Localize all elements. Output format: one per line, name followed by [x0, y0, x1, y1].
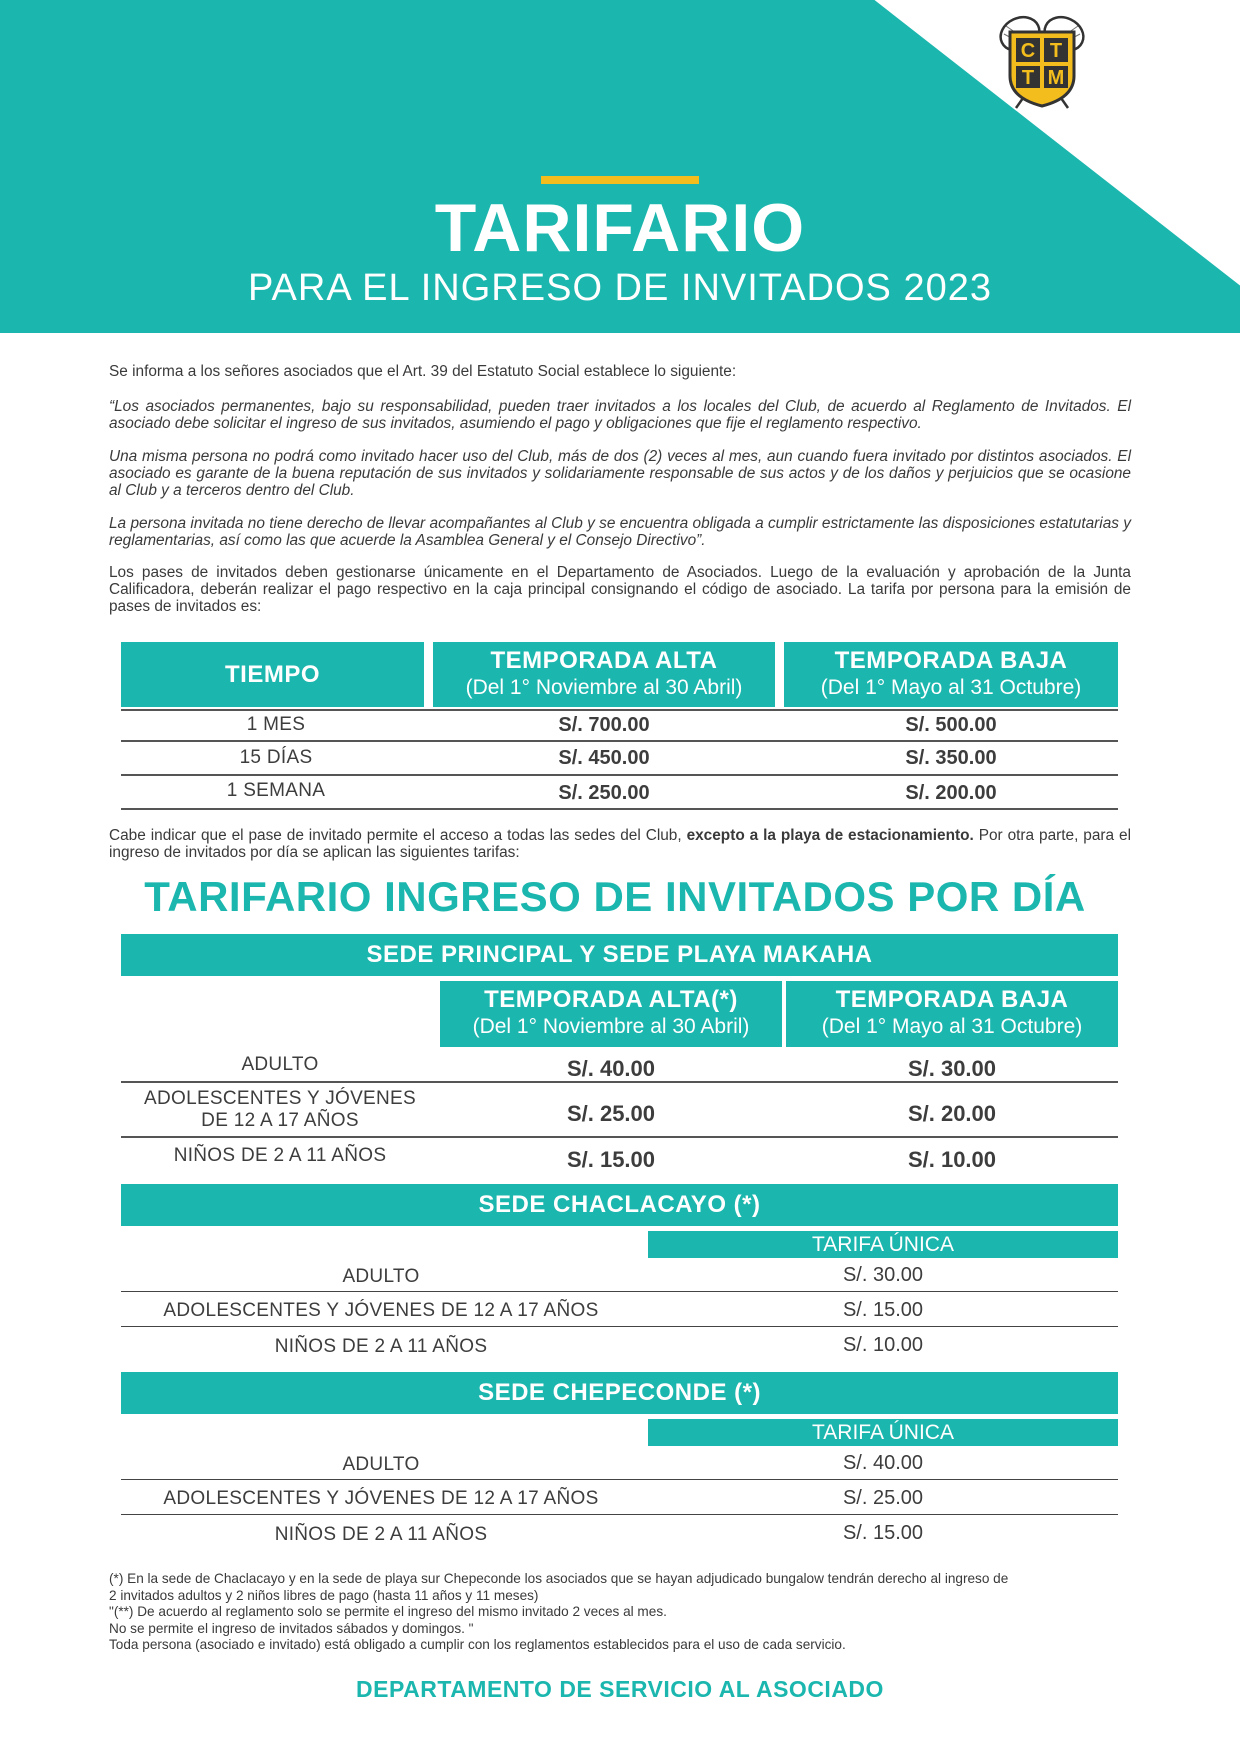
intro-paragraph-4: La persona invitada no tiene derecho de llevar acompañantes al Club y se encuentra obligada a cumplir estrictamente las disposiciones estatutarias y reglamentarias, así como las que acuerde la Asamblea General y el Consejo Directivo”. [109, 515, 1131, 549]
main-rule [121, 1136, 1118, 1138]
chaclacayo-row-label: ADOLESCENTES Y JÓVENES DE 12 A 17 AÑOS [163, 1300, 599, 1321]
chaclacayo-rule [121, 1326, 1118, 1327]
footnote-line: No se permite el ingreso de invitados sábados y domingos. " [109, 1620, 474, 1636]
intro-paragraph-3: Una misma persona no podrá como invitado hacer uso del Club, más de dos (2) veces al mes, aun cuando fuera invitado por distintos asociados. El asociado es garante de la buena reputación de sus invitados y solidariamente responsable de sus actos y de los daños y perjuicios que se ocasione al Club y a terceros dentro del Club. [109, 448, 1131, 499]
chepeconde-row-price: S/. 15.00 [842, 1522, 924, 1544]
main-col-low-title: TEMPORADA BAJA [835, 986, 1069, 1013]
chepeconde-col-single-rate: TARIFA ÚNICA [648, 1419, 1118, 1446]
main-col-low-range: (Del 1° Mayo al 31 Octubre) [821, 1015, 1083, 1038]
main-row-low: S/. 10.00 [907, 1147, 997, 1172]
chaclacayo-row-price: S/. 15.00 [842, 1299, 924, 1321]
main-col-high-range: (Del 1° Noviembre al 30 Abril) [472, 1015, 750, 1038]
title-accent-bar [541, 176, 699, 184]
footnote-line: 2 invitados adultos y 2 niños libres de pago (hasta 11 años y 11 meses) [109, 1587, 539, 1603]
chepeconde-rule [121, 1479, 1118, 1480]
main-col-high-title: TEMPORADA ALTA(*) [484, 986, 738, 1013]
access-note-text: Cabe indicar que el pase de invitado permite el acceso a todas las sedes del Club, [109, 827, 687, 844]
passes-row-low: S/. 500.00 [905, 714, 997, 736]
access-note-bold: excepto a la playa de estacionamiento. [686, 827, 974, 844]
passes-row-high: S/. 250.00 [558, 782, 650, 804]
passes-col-time: TIEMPO [121, 642, 424, 707]
chaclacayo-row-price: S/. 30.00 [842, 1264, 924, 1286]
access-note [109, 827, 1131, 861]
header-banner [0, 0, 1240, 333]
passes-rule [121, 740, 1118, 742]
footnote-line: (*) En la sede de Chaclacayo y en la sede de playa sur Chepeconde los asociados que se hayan adjudicado bungalow tendrán derecho al ingreso de [109, 1571, 1009, 1586]
main-row-low: S/. 20.00 [907, 1101, 997, 1126]
chepeconde-header: SEDE CHEPECONDE (*) [121, 1372, 1118, 1414]
logo-letter: M [1047, 67, 1065, 89]
chepeconde-row-price: S/. 40.00 [842, 1452, 924, 1474]
passes-rule [121, 808, 1118, 810]
chaclacayo-row-price: S/. 10.00 [842, 1334, 924, 1356]
main-row-label-line2: DE 12 A 17 AÑOS [201, 1110, 359, 1131]
main-col-high [440, 981, 782, 1047]
page-title: TARIFARIO [434, 190, 806, 266]
passes-col-low-title: TEMPORADA BAJA [834, 647, 1068, 674]
passes-row-label: 1 MES [246, 714, 306, 735]
passes-row-high: S/. 450.00 [558, 747, 650, 769]
passes-row-label: 1 SEMANA [226, 780, 326, 801]
chaclacayo-rule [121, 1291, 1118, 1292]
passes-row-label: 15 DÍAS [239, 747, 313, 768]
chepeconde-row-label: ADULTO [342, 1454, 420, 1475]
main-row-high: S/. 15.00 [566, 1147, 656, 1172]
main-row-high: S/. 40.00 [566, 1056, 656, 1081]
page-subtitle: PARA EL INGRESO DE INVITADOS 2023 [248, 267, 992, 309]
access-note-text-end: Por otra parte, para el ingreso de invitados por día se aplican las siguientes tarifas: [109, 827, 1131, 861]
chaclacayo-row-label: ADULTO [342, 1266, 420, 1287]
passes-rule [121, 709, 1118, 711]
passes-row-low: S/. 350.00 [905, 747, 997, 769]
passes-row-high: S/. 700.00 [558, 714, 650, 736]
chepeconde-rule [121, 1514, 1118, 1515]
passes-col-high [433, 642, 775, 707]
footnote-line: Toda persona (asociado e invitado) está obligado a cumplir con los reglamentos establecidos para el uso de cada servicio. [109, 1637, 846, 1652]
main-row-low: S/. 30.00 [907, 1056, 997, 1081]
main-row-label-line1: ADOLESCENTES Y JÓVENES [144, 1088, 416, 1109]
intro-paragraph-1: Se informa a los señores asociados que el Art. 39 del Estatuto Social establece lo siguiente: [109, 363, 737, 380]
passes-col-low-range: (Del 1° Mayo al 31 Octubre) [820, 676, 1082, 699]
main-row-label: ADULTO [241, 1054, 319, 1075]
main-row-label: NIÑOS DE 2 A 11 AÑOS [173, 1145, 387, 1166]
main-col-low [786, 981, 1118, 1047]
club-logo [996, 12, 1088, 116]
intro-paragraph-5: Los pases de invitados deben gestionarse únicamente en el Departamento de Asociados. Luego de la evaluación y aprobación de la Junta Calificadora, deberán realizar el pago respectivo en la caja principal consignando el código de asociado. La tarifa por persona para la emisión de pases de invitados es: [109, 564, 1131, 615]
main-row-label [121, 1088, 439, 1132]
main-venue-header: SEDE PRINCIPAL Y SEDE PLAYA MAKAHA [121, 934, 1118, 976]
chaclacayo-row-label: NIÑOS DE 2 A 11 AÑOS [274, 1336, 488, 1357]
passes-row-low: S/. 200.00 [905, 782, 997, 804]
logo-letter: T [1021, 67, 1035, 89]
logo-letter: T [1049, 40, 1063, 62]
main-row-high: S/. 25.00 [566, 1101, 656, 1126]
logo-letter: C [1020, 40, 1036, 62]
passes-rule [121, 774, 1118, 776]
footnote-line: "(**) De acuerdo al reglamento solo se permite el ingreso del mismo invitado 2 veces al mes. [109, 1604, 667, 1619]
chaclacayo-header: SEDE CHACLACAYO (*) [121, 1184, 1118, 1226]
chepeconde-row-label: ADOLESCENTES Y JÓVENES DE 12 A 17 AÑOS [163, 1488, 599, 1509]
footnotes [109, 1571, 1139, 1654]
passes-col-low [784, 642, 1118, 707]
department-name: DEPARTAMENTO DE SERVICIO AL ASOCIADO [356, 1676, 884, 1702]
main-rule [121, 1081, 1118, 1083]
chepeconde-row-label: NIÑOS DE 2 A 11 AÑOS [274, 1524, 488, 1545]
passes-col-high-title: TEMPORADA ALTA [490, 647, 718, 674]
daily-section-title: TARIFARIO INGRESO DE INVITADOS POR DÍA [144, 873, 1086, 920]
passes-col-high-range: (Del 1° Noviembre al 30 Abril) [465, 676, 743, 699]
chaclacayo-col-single-rate: TARIFA ÚNICA [648, 1231, 1118, 1258]
intro-paragraph-2: “Los asociados permanentes, bajo su responsabilidad, pueden traer invitados a los locales del Club, de acuerdo al Reglamento de Invitados. El asociado debe solicitar el ingreso de sus invitados, asumiendo el pago y obligaciones que fije el reglamento respectivo. [109, 398, 1131, 432]
chepeconde-row-price: S/. 25.00 [842, 1487, 924, 1509]
